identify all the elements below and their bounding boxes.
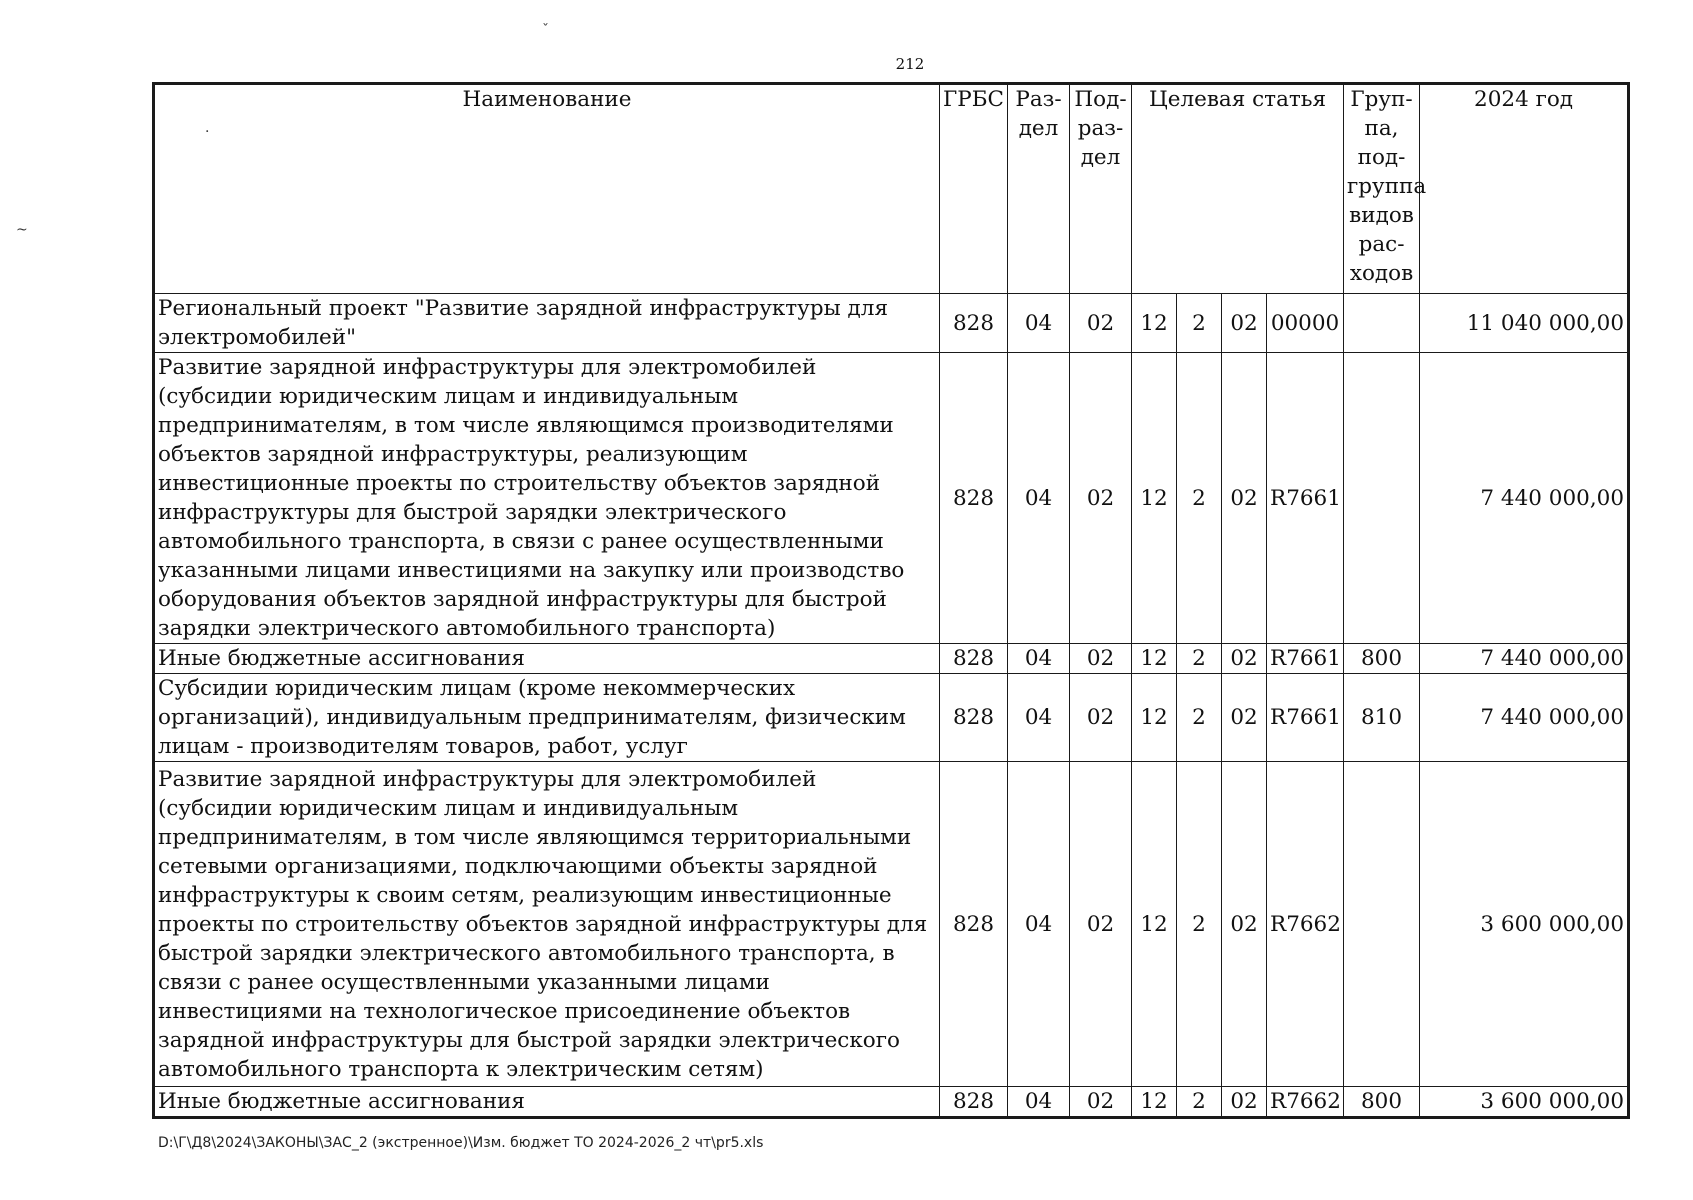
row-target-part1-cell: 12 <box>1132 674 1177 762</box>
row-name-cell: Иные бюджетные ассигнования <box>154 1087 940 1118</box>
col-header-year: 2024 год <box>1420 84 1629 294</box>
scan-speck: ~ <box>16 222 28 238</box>
row-target-part4-cell: R7661 <box>1267 674 1344 762</box>
table-row <box>154 762 1629 1087</box>
row-name-cell: Развитие зарядной инфраструктуры для электромобилей (субсидии юридическим лицам и индивидуальным предпринимателям, в том числе являющимся производителями объектов зарядной инфраструктуры, реализующим инвестиционные проекты по строительству объектов зарядной инфраструктуры для быстрой зарядки электрического автомобильного транспорта, в связи с ранее осуществленными указанными лицами инвестициями на закупку или производство оборудования объектов зарядной инфраструктуры для быстрой зарядки электрического автомобильного транспорта) <box>154 353 940 644</box>
col-header-podrazdel: Под- раз- дел <box>1070 84 1132 294</box>
row-grbs-cell: 828 <box>940 294 1008 353</box>
row-podrazdel-cell: 02 <box>1070 762 1132 1087</box>
row-target-part2-cell: 2 <box>1177 294 1222 353</box>
table-row <box>154 644 1629 674</box>
row-target-part2-cell: 2 <box>1177 644 1222 674</box>
row-target-part4-cell: R7662 <box>1267 762 1344 1087</box>
table-row <box>154 674 1629 762</box>
budget-table <box>152 82 1630 1119</box>
row-amount-cell: 3 600 000,00 <box>1420 762 1629 1087</box>
col-header-name: Наименование <box>154 84 940 294</box>
row-target-part2-cell: 2 <box>1177 762 1222 1087</box>
row-target-part1-cell: 12 <box>1132 644 1177 674</box>
row-podrazdel-cell: 02 <box>1070 1087 1132 1118</box>
row-target-part1-cell: 12 <box>1132 1087 1177 1118</box>
col-header-razdel: Раз- дел <box>1008 84 1070 294</box>
row-grbs-cell: 828 <box>940 1087 1008 1118</box>
row-razdel-cell: 04 <box>1008 762 1070 1087</box>
row-amount-cell: 7 440 000,00 <box>1420 674 1629 762</box>
row-name-cell: Иные бюджетные ассигнования <box>154 644 940 674</box>
row-podrazdel-cell: 02 <box>1070 353 1132 644</box>
row-target-part2-cell: 2 <box>1177 353 1222 644</box>
row-group-cell <box>1344 294 1420 353</box>
row-name-cell: Развитие зарядной инфраструктуры для электромобилей (субсидии юридическим лицам и индивидуальным предпринимателям, в том числе являющимся территориальными сетевыми организациями, подключающими объекты зарядной инфраструктуры к своим сетям, реализующим инвестиционные проекты по строительству объектов зарядной инфраструктуры для быстрой зарядки электрического автомобильного транспорта, в связи с ранее осуществленными указанными лицами инвестициями на технологическое присоединение объектов зарядной инфраструктуры для быстрой зарядки электрического автомобильного транспорта к электрическим сетям) <box>154 762 940 1087</box>
row-target-part3-cell: 02 <box>1222 353 1267 644</box>
row-target-part3-cell: 02 <box>1222 644 1267 674</box>
row-name-cell: Субсидии юридическим лицам (кроме некоммерческих организаций), индивидуальным предпринимателям, физическим лицам - производителям товаров, работ, услуг <box>154 674 940 762</box>
row-podrazdel-cell: 02 <box>1070 644 1132 674</box>
table-row <box>154 1087 1629 1118</box>
row-target-part3-cell: 02 <box>1222 674 1267 762</box>
table-row <box>154 294 1629 353</box>
row-group-cell: 810 <box>1344 674 1420 762</box>
footer-file-path: D:\Г\Д8\2024\ЗАКОНЫ\ЗАС_2 (экстренное)\Изм. бюджет ТО 2024-2026_2 чт\pr5.xls <box>158 1135 764 1151</box>
col-header-grbs: ГРБС <box>940 84 1008 294</box>
row-target-part3-cell: 02 <box>1222 762 1267 1087</box>
row-grbs-cell: 828 <box>940 644 1008 674</box>
scan-speck: ˇ <box>542 22 549 38</box>
row-amount-cell: 11 040 000,00 <box>1420 294 1629 353</box>
row-target-part4-cell: R7661 <box>1267 353 1344 644</box>
row-amount-cell: 7 440 000,00 <box>1420 353 1629 644</box>
row-target-part4-cell: 00000 <box>1267 294 1344 353</box>
row-podrazdel-cell: 02 <box>1070 294 1132 353</box>
page-number: 212 <box>895 55 925 73</box>
row-target-part4-cell: R7662 <box>1267 1087 1344 1118</box>
row-target-part1-cell: 12 <box>1132 762 1177 1087</box>
row-target-part2-cell: 2 <box>1177 674 1222 762</box>
row-grbs-cell: 828 <box>940 353 1008 644</box>
row-podrazdel-cell: 02 <box>1070 674 1132 762</box>
table-row <box>154 353 1629 644</box>
row-razdel-cell: 04 <box>1008 1087 1070 1118</box>
row-group-cell <box>1344 353 1420 644</box>
row-group-cell <box>1344 762 1420 1087</box>
row-razdel-cell: 04 <box>1008 644 1070 674</box>
row-target-part1-cell: 12 <box>1132 294 1177 353</box>
row-razdel-cell: 04 <box>1008 674 1070 762</box>
row-grbs-cell: 828 <box>940 762 1008 1087</box>
col-header-target: Целевая статья <box>1132 84 1344 294</box>
row-amount-cell: 7 440 000,00 <box>1420 644 1629 674</box>
row-amount-cell: 3 600 000,00 <box>1420 1087 1629 1118</box>
row-razdel-cell: 04 <box>1008 294 1070 353</box>
row-razdel-cell: 04 <box>1008 353 1070 644</box>
row-target-part2-cell: 2 <box>1177 1087 1222 1118</box>
row-target-part4-cell: R7661 <box>1267 644 1344 674</box>
row-name-cell: Региональный проект "Развитие зарядной инфраструктуры для электромобилей" <box>154 294 940 353</box>
row-group-cell: 800 <box>1344 644 1420 674</box>
row-group-cell: 800 <box>1344 1087 1420 1118</box>
row-target-part3-cell: 02 <box>1222 294 1267 353</box>
col-header-group: Груп- па, под- группа видов рас- ходов <box>1344 84 1420 294</box>
header-row <box>154 84 1629 294</box>
row-target-part1-cell: 12 <box>1132 353 1177 644</box>
row-target-part3-cell: 02 <box>1222 1087 1267 1118</box>
row-grbs-cell: 828 <box>940 674 1008 762</box>
scan-speck: · <box>205 124 210 140</box>
